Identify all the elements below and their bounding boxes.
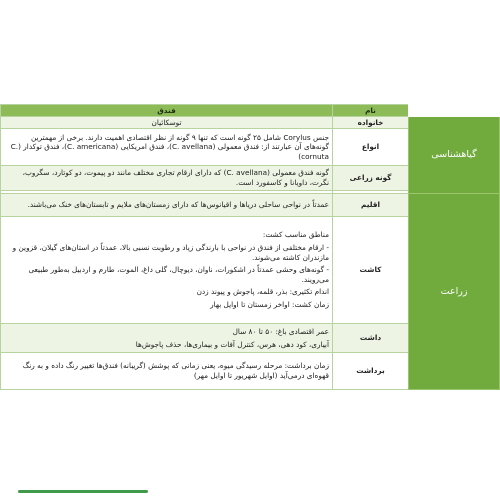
row-label-care: داشت <box>333 324 409 353</box>
header-name: نام <box>333 105 409 117</box>
planting-wild-areas: - گونه‌های وحشی عمدتاً در اشکورات، ناوان، دیوچال، گلی داغ، الموت، طارم و اردبیل به‌طور طبیعی می‌رویند. <box>28 265 329 284</box>
planting-propagation: اندام تکثیری: بذر، قلمه، پاجوش و پیوند زدن <box>196 287 329 297</box>
group-agriculture: زراعت <box>409 194 500 390</box>
row-value-family: توسکائیان <box>1 117 333 129</box>
row-value-cultivar: گونه فندق معمولی (C. avellana) که دارای ارقام تجاری مختلف مانند دو پیموت، دو کوتارد، سگروب، نگرت، داویانا و کاسفورد است. <box>1 166 333 191</box>
care-orchard-life: عمر اقتصادی باغ: ۵۰ تا ۸۰ سال <box>232 326 329 336</box>
table-header-row <box>1 105 500 117</box>
row-value-care <box>1 324 333 353</box>
care-operations: آبیاری، کود دهی، هرس، کنترل آفات و بیماری‌ها، حذف پاجوش‌ها <box>135 339 329 349</box>
row-label-cultivar: گونه زراعی <box>333 166 409 191</box>
planting-areas-title: مناطق مناسب کشت: <box>262 230 329 240</box>
row-label-planting: کاشت <box>333 217 409 324</box>
row-label-climate: اقلیم <box>333 194 409 217</box>
planting-cultivated-areas: - ارقام مختلفی از فندق در نواحی با بارندگی زیاد و رطوبت نسبی بالا، عمدتاً در استان‌های گیلان، قزوین و مازندران کاشته می‌شوند. <box>12 243 329 262</box>
hazelnut-info-table <box>0 104 500 390</box>
planting-time: زمان کشت: اواخر زمستان تا اوایل بهار <box>210 299 329 309</box>
group-botany: گیاهشناسی <box>409 117 500 194</box>
table-row-family <box>1 117 500 129</box>
harvest-time: زمان برداشت: مرحله رسیدگی میوه، یعنی زمانی که پوشش (گریبانه) فندق‌ها تغییر رنگ داده و به رنگ قهوه‌ای درمی‌آید (اوایل شهریور تا اوایل مهر) <box>22 361 329 380</box>
horizontal-scrollbar-thumb[interactable] <box>18 490 148 493</box>
row-value-planting <box>1 217 333 324</box>
row-label-family: خانواده <box>333 117 409 129</box>
row-label-harvest: برداشت <box>333 353 409 390</box>
row-value-climate: عمدتاً در نواحی ساحلی دریاها و اقیانوس‌ها که دارای زمستان‌های ملایم و تابستان‌های خنک می‌باشند. <box>1 194 333 217</box>
row-label-species: انواع <box>333 129 409 166</box>
row-value-species: جنس Corylus شامل ۲۵ گونه است که تنها ۹ گونه از نظر اقتصادی اهمیت دارند. برخی از مهمترین گونه‌های آن عبارتند از: فندق معمولی (C. avellana)، فندق امریکایی (C. americana)، فندق توکدار (C. cornuta) <box>1 129 333 166</box>
header-empty-cell <box>409 105 500 117</box>
header-hazelnut: فندق <box>1 105 333 117</box>
row-value-harvest <box>1 353 333 390</box>
table-row-climate <box>1 194 500 217</box>
